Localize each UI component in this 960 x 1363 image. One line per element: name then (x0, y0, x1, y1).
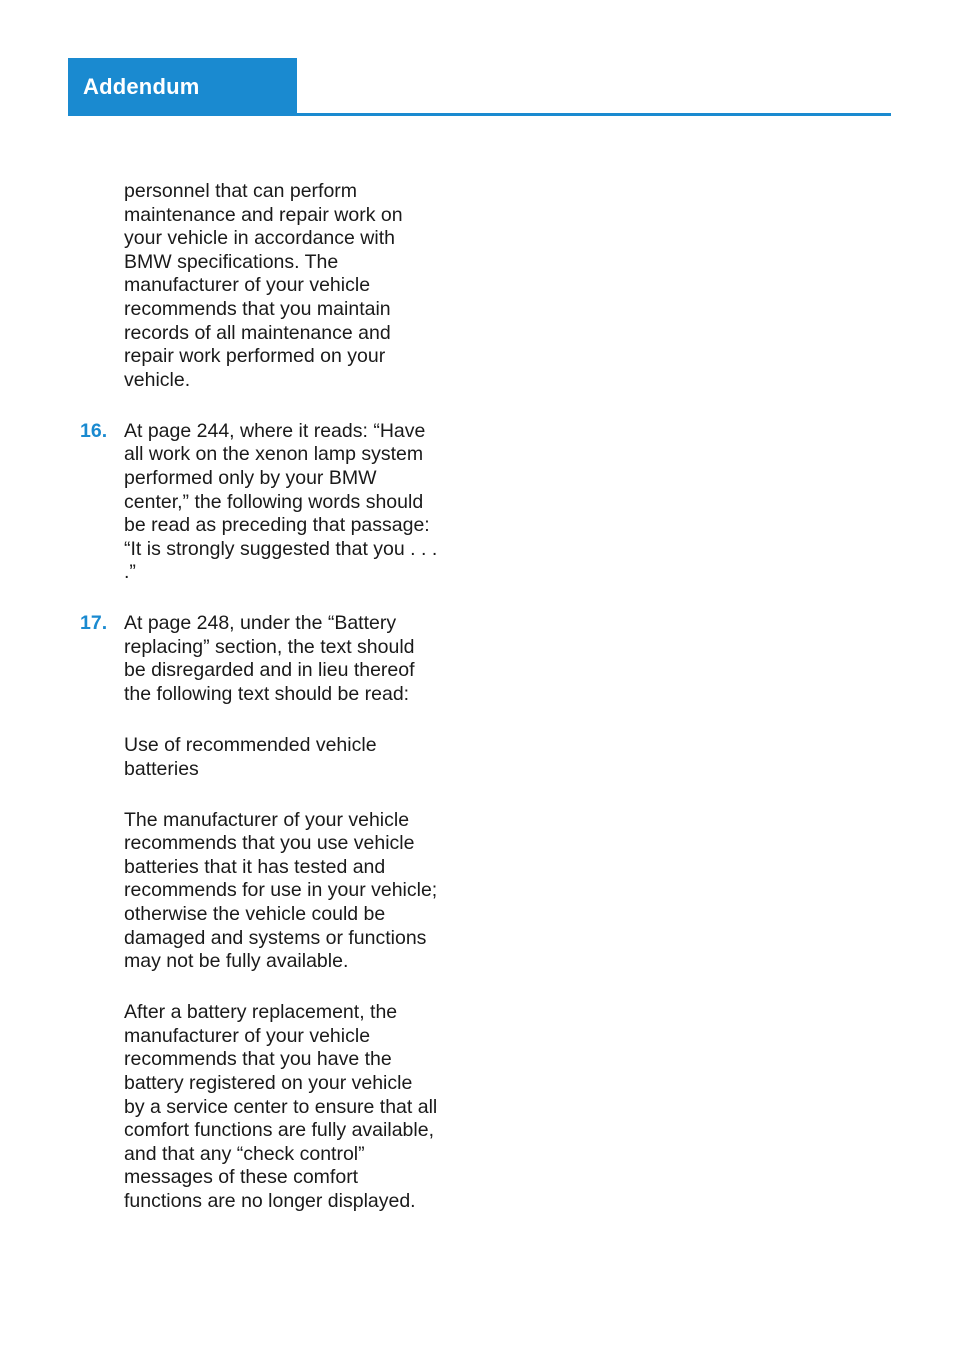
list-item-text: At page 244, where it reads: “Have all work on the xenon lamp system performed only by your BMW center,” the following words should be read as preceding that passage: “It is strongly suggested that you . . . .” (124, 419, 438, 584)
addendum-content (80, 180, 480, 1241)
item-number: 16. (80, 419, 108, 442)
paragraph (80, 1001, 480, 1213)
section-title: Addendum (83, 74, 200, 99)
item-number (80, 1001, 124, 1213)
header-rule (68, 113, 891, 116)
section-header-tab (68, 58, 297, 115)
item-number (80, 809, 124, 974)
item-number (80, 180, 124, 392)
paragraph-text: personnel that can perform maintenance and repair work on your vehicle in accordance with BMW specifications. The manufacturer of your vehicle recommends that you maintain records of all maintenance and repair work performed on your vehicle. (124, 180, 403, 391)
paragraph-text: The manufacturer of your vehicle recommends that you use vehicle batteries that it has tested and recommends for use in your vehicle; otherwise the vehicle could be damaged and systems or functions may not be fully available. (124, 808, 438, 973)
paragraph-continued (80, 180, 480, 392)
paragraph-text: Use of recommended vehicle batteries (124, 734, 377, 780)
list-item-17 (80, 612, 480, 706)
item-number (80, 734, 124, 781)
paragraph (80, 809, 480, 974)
paragraph-text: After a battery replacement, the manufacturer of your vehicle recommends that you have the battery registered on your vehicle by a service center to ensure that all comfort functions are fully available, and that any “check control” messages of these comfort functions are no longer displayed. (124, 1001, 438, 1212)
list-item-16 (80, 420, 480, 585)
subheading-paragraph (80, 734, 480, 781)
item-number: 17. (80, 612, 108, 635)
list-item-text: At page 248, under the “Battery replacing” section, the text should be disregarded and in lieu thereof the following text should be read: (124, 612, 415, 706)
